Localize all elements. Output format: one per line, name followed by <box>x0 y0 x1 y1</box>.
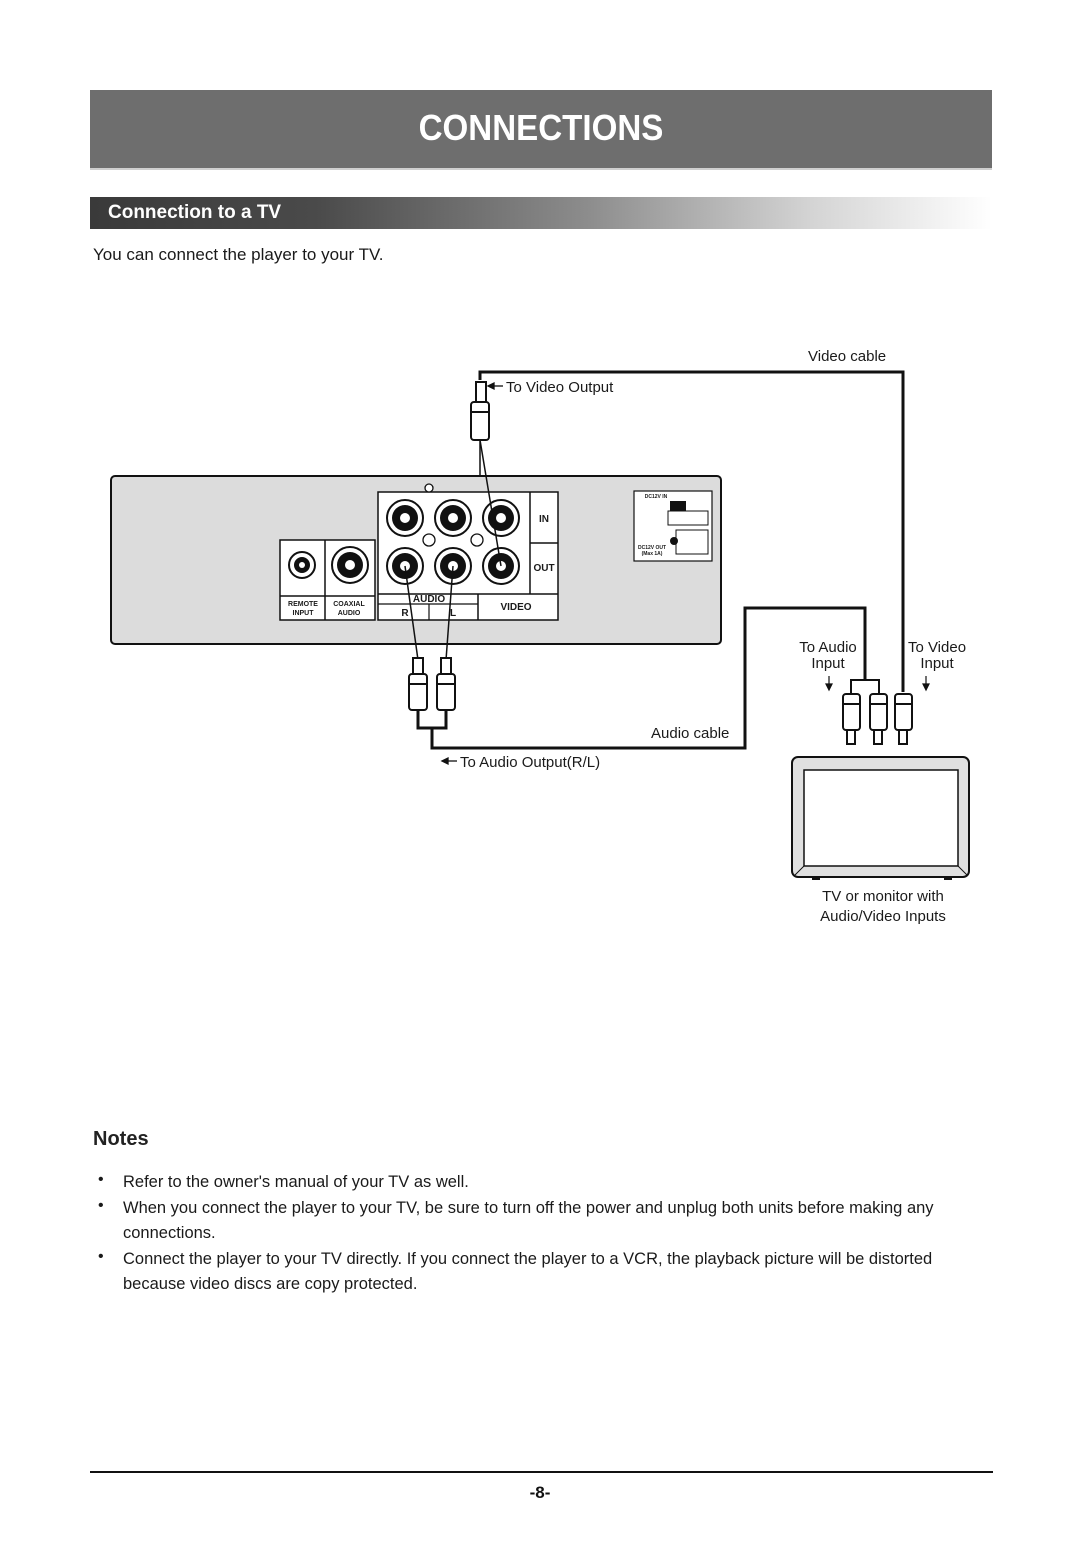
rca-jack-icon <box>483 500 519 536</box>
rca-jacks-in <box>387 500 519 536</box>
rca-jack-icon <box>435 500 471 536</box>
audio-label: AUDIO <box>412 594 446 605</box>
out-label: OUT <box>533 563 555 574</box>
player-back-panel <box>111 476 721 644</box>
arrow-left-icon <box>488 383 503 389</box>
audio-cable-label: Audio cable <box>651 725 730 742</box>
note-item <box>98 1247 993 1297</box>
page-number: -8- <box>529 1483 551 1502</box>
page-header-banner <box>90 90 992 170</box>
note-item <box>98 1196 993 1246</box>
tv-caption-line-2: Audio/Video Inputs <box>820 908 946 925</box>
note-text: Refer to the owner's manual of your TV as well. <box>123 1173 469 1191</box>
dc-in-label: DC12V IN <box>644 494 668 500</box>
dc-out-label-1: DC12V OUT <box>637 545 667 551</box>
note-text: When you connect the player to your TV, be sure to turn off the power and unplug both units before making any connections. <box>123 1199 934 1242</box>
bullet-icon: • <box>98 1197 104 1214</box>
remote-input-jack-icon <box>289 552 315 578</box>
rca-jack-icon <box>387 500 423 536</box>
video-cable-label: Video cable <box>808 348 887 365</box>
to-video-input-label-2: Input <box>920 655 954 672</box>
coaxial-label-2: AUDIO <box>337 610 361 617</box>
dc-out-port-icon <box>670 537 678 545</box>
footer-rule <box>90 1471 993 1473</box>
note-item <box>98 1170 993 1195</box>
audio-r-label: R <box>401 608 409 619</box>
page-title: CONNECTIONS <box>418 107 664 148</box>
to-audio-input-label-1: To Audio <box>799 639 857 656</box>
connection-diagram <box>0 330 1080 950</box>
dc-out-label-2: (Max 1A) <box>641 551 663 557</box>
to-video-output-label: To Video Output <box>506 379 614 396</box>
arrow-left-icon <box>442 758 457 764</box>
note-text: Connect the player to your TV directly. If you connect the player to a VCR, the playback picture will be distorted because video discs are copy protected. <box>123 1250 933 1293</box>
dc-in-port-icon <box>670 501 686 511</box>
to-audio-input-label-2: Input <box>811 655 845 672</box>
notes-title: Notes <box>93 1128 149 1150</box>
to-video-input-label-1: To Video <box>907 639 967 656</box>
to-audio-output-label: To Audio Output(R/L) <box>460 754 601 771</box>
bullet-icon: • <box>98 1171 104 1188</box>
arrow-down-icon <box>826 676 929 690</box>
notes-list <box>98 1170 993 1298</box>
coaxial-label-1: COAXIAL <box>333 601 365 608</box>
audio-l-label: L <box>449 608 457 619</box>
section-header-bar <box>90 197 992 229</box>
coaxial-jack-icon <box>332 547 368 583</box>
intro-text: You can connect the player to your TV. <box>93 245 384 264</box>
tv-caption-line-1: TV or monitor with <box>822 888 944 905</box>
bullet-icon: • <box>98 1248 104 1265</box>
audio-output-plugs <box>409 658 455 710</box>
video-label: VIDEO <box>500 602 532 613</box>
remote-label-1: REMOTE <box>288 601 318 608</box>
section-title: Connection to a TV <box>108 202 282 223</box>
tv-monitor-icon <box>792 757 969 880</box>
remote-label-2: INPUT <box>292 610 314 617</box>
in-label: IN <box>539 514 549 525</box>
